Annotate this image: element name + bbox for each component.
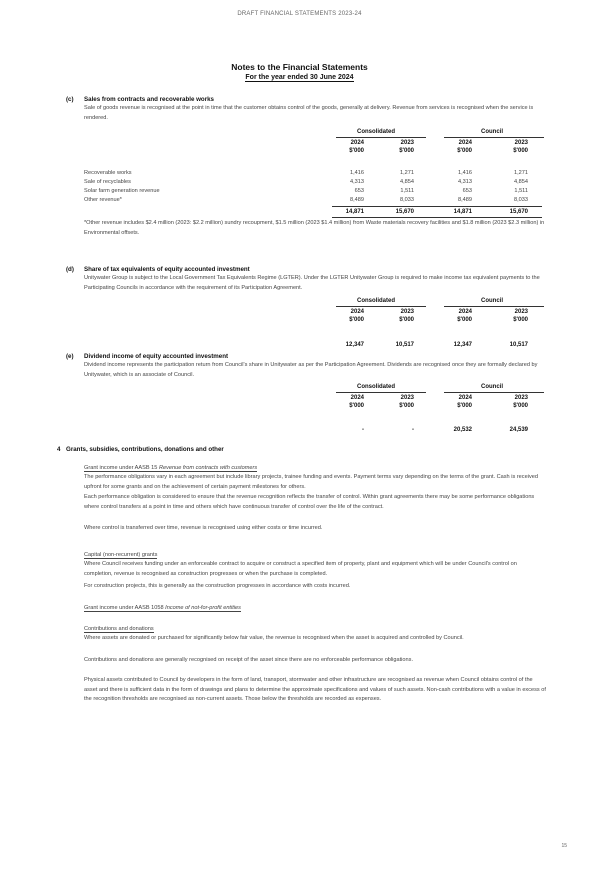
table-cell: 1,511 xyxy=(400,188,414,194)
aasb1058-heading xyxy=(84,605,241,611)
section-c-year-col3: 2024 xyxy=(458,140,472,146)
section-c-year-col2: 2023 xyxy=(400,140,414,146)
section-d-year-col2: 2023 xyxy=(400,309,414,315)
section-c-consolidated-rule xyxy=(336,137,426,138)
total-rule-bottom xyxy=(332,217,542,218)
table-total: - xyxy=(362,427,364,433)
section-d-consolidated-header: Consolidated xyxy=(356,298,395,304)
section-d-unit-col3: $'000 xyxy=(457,317,472,323)
capital-grants-paragraph-2: For construction projects, this is generally as the construction progresses in accordance with costs incurred. xyxy=(84,583,351,589)
contributions-heading-text: Contributions and donations xyxy=(84,626,154,632)
table-total: 14,871 xyxy=(345,209,364,215)
section-c-paragraph: Sale of goods revenue is recognised at the point in time that the customer obtains control of the goods, generally at delivery. Revenue from services is recognised when the service is rendered. xyxy=(84,105,534,121)
section-e-council-header: Council xyxy=(481,384,503,390)
table-total: 12,347 xyxy=(453,342,472,348)
aasb15-paragraph-3: Where control is transferred over time, revenue is recognised using either costs or time incurred. xyxy=(84,525,323,531)
contributions-heading xyxy=(84,626,154,632)
section-e-unit-col2: $'000 xyxy=(399,403,414,409)
table-cell: 8,489 xyxy=(350,197,364,203)
total-rule-top xyxy=(332,206,542,207)
section-e-paragraph: Dividend income represents the participation return from Council's share in Unitywater as per the Participation Agreement. Dividends are recognised once they are formally declared by Unitywater, which is an associate of Council. xyxy=(84,362,538,378)
table-cell: 1,416 xyxy=(458,170,472,176)
contributions-paragraph-1: Where assets are donated or purchased for significantly below fair value, the revenue is recognised when the asset is acquired and controlled by Council. xyxy=(84,635,464,641)
table-cell: 8,489 xyxy=(458,197,472,203)
section-4-label: 4 xyxy=(57,446,61,453)
table-row-label: Recoverable works xyxy=(84,170,132,176)
section-e-unit-col1: $'000 xyxy=(349,403,364,409)
aasb15-paragraph-2: Each performance obligation is considered to ensure that the revenue recognition reflects the transfer of control. Within grant agreements there may be some performance obligations where control transfers at a point in time and others which have continuous transfer of control over the life of the contract. xyxy=(84,494,535,510)
section-c-year-col4: 2023 xyxy=(514,140,528,146)
section-c-consolidated-header: Consolidated xyxy=(356,129,395,135)
section-e-year-col3: 2024 xyxy=(458,395,472,401)
section-c-footnote: *Other revenue includes $2.4 million (2023: $2.2 million) sundry recoupment, $1.5 million (2023 $1.4 million) from Waste materials recovery facilities and $1.8 million (2023 $2.3 million) in Environmental offsets. xyxy=(84,220,545,236)
section-e-year-col1: 2024 xyxy=(350,395,364,401)
page-subtitle xyxy=(0,74,599,81)
table-total: 10,517 xyxy=(395,342,414,348)
table-total: 10,517 xyxy=(509,342,528,348)
draft-header: DRAFT FINANCIAL STATEMENTS 2023-24 xyxy=(237,11,362,17)
section-c-title: Sales from contracts and recoverable works xyxy=(84,96,214,103)
table-cell: 1,416 xyxy=(350,170,364,176)
table-total: - xyxy=(412,427,414,433)
contributions-paragraph-2: Contributions and donations are generally recognised on receipt of the asset since there are no enforceable performance obligations. xyxy=(84,657,413,663)
page-title: Notes to the Financial Statements xyxy=(231,62,368,72)
section-c-council-rule xyxy=(444,137,544,138)
capital-grants-paragraph-1: Where Council receives funding under an enforceable contract to acquire or construct a specified item of property, plant and equipment which will be under Council's control on completion, revenue is recognised as construction progresses or when the purchase is completed. xyxy=(84,561,517,577)
section-e-year-col2: 2023 xyxy=(400,395,414,401)
section-d-council-rule xyxy=(444,306,544,307)
section-c-council-header: Council xyxy=(481,129,503,135)
section-c-year-col1: 2024 xyxy=(350,140,364,146)
section-d-paragraph: Unitywater Group is subject to the Local Government Tax Equivalents Regime (LGTER). Under the LGTER Unitywater Group is required to make income tax equivalent payments to the Participating Councils in accordance with the requirement of its Participation Agreement. xyxy=(84,275,540,291)
table-cell: 653 xyxy=(462,188,472,194)
table-total: 15,670 xyxy=(509,209,528,215)
section-e-council-rule xyxy=(444,392,544,393)
aasb15-heading-plain: Grant income under AASB 15 xyxy=(84,465,159,471)
aasb15-paragraph-1: The performance obligations vary in each agreement but include library projects, trainee funding and events. Payment terms vary depending on the terms of the grant. Cash is received upfront for some grants and on the achievement of certain payment milestones for others. xyxy=(84,474,538,490)
table-cell: 8,033 xyxy=(514,197,528,203)
table-row-label: Other revenue* xyxy=(84,197,122,203)
page-subtitle-text: For the year ended 30 June 2024 xyxy=(245,74,354,81)
section-d-label: (d) xyxy=(66,266,74,273)
table-cell: 4,313 xyxy=(458,179,472,185)
section-d-year-col1: 2024 xyxy=(350,309,364,315)
section-d-council-header: Council xyxy=(481,298,503,304)
section-e-unit-col4: $'000 xyxy=(513,403,528,409)
section-d-year-col3: 2024 xyxy=(458,309,472,315)
table-cell: 4,854 xyxy=(514,179,528,185)
table-total: 12,347 xyxy=(345,342,364,348)
table-cell: 4,854 xyxy=(400,179,414,185)
page-number: 15 xyxy=(561,843,567,849)
section-d-year-col4: 2023 xyxy=(514,309,528,315)
aasb1058-heading-plain: Grant income under AASB 1058 xyxy=(84,605,166,611)
table-cell: 1,511 xyxy=(514,188,528,194)
section-d-unit-col1: $'000 xyxy=(349,317,364,323)
table-total: 20,532 xyxy=(453,427,472,433)
aasb15-heading-italic: Revenue from contracts with customers xyxy=(158,465,258,471)
aasb1058-heading-italic: Income of not-for-profit entities xyxy=(165,605,241,611)
section-d-title: Share of tax equivalents of equity accounted investment xyxy=(84,266,250,273)
aasb15-heading xyxy=(84,465,257,471)
section-c-unit-col3: $'000 xyxy=(457,148,472,154)
section-4-title: Grants, subsidies, contributions, donations and other xyxy=(66,446,224,453)
section-c-unit-col4: $'000 xyxy=(513,148,528,154)
section-e-consolidated-header: Consolidated xyxy=(356,384,395,390)
section-e-unit-col3: $'000 xyxy=(457,403,472,409)
section-d-unit-col4: $'000 xyxy=(513,317,528,323)
section-d-unit-col2: $'000 xyxy=(399,317,414,323)
table-total: 14,871 xyxy=(453,209,472,215)
table-cell: 653 xyxy=(354,188,364,194)
table-cell: 8,033 xyxy=(400,197,414,203)
table-cell: 1,271 xyxy=(514,170,528,176)
table-total: 24,539 xyxy=(509,427,528,433)
table-row-label: Solar farm generation revenue xyxy=(84,188,160,194)
table-row-label: Sale of recyclables xyxy=(84,179,131,185)
capital-grants-heading-text: Capital (non-recurrent) grants xyxy=(84,552,158,558)
section-d-consolidated-rule xyxy=(336,306,426,307)
section-e-consolidated-rule xyxy=(336,392,426,393)
section-e-title: Dividend income of equity accounted investment xyxy=(84,353,229,360)
capital-grants-heading xyxy=(84,552,157,558)
table-total: 15,670 xyxy=(395,209,414,215)
section-c-unit-col2: $'000 xyxy=(399,148,414,154)
contributions-paragraph-3: Physical assets contributed to Council by developers in the form of land, transport, stormwater and other infrastructure are recognised as revenue when Council obtains control of the asset and there is sufficient data in the form of drawings and plans to determine the approximate specifications and values of such assets. Non-cash contributions with a value in excess of the recognition thresholds are recognised as non-current assets. Those below the thresholds are recorded as expenses. xyxy=(84,677,546,703)
section-c-label: (c) xyxy=(66,96,74,103)
table-cell: 1,271 xyxy=(400,170,414,176)
section-c-unit-col1: $'000 xyxy=(349,148,364,154)
table-cell: 4,313 xyxy=(350,179,364,185)
section-e-year-col4: 2023 xyxy=(514,395,528,401)
section-e-label: (e) xyxy=(66,353,74,360)
